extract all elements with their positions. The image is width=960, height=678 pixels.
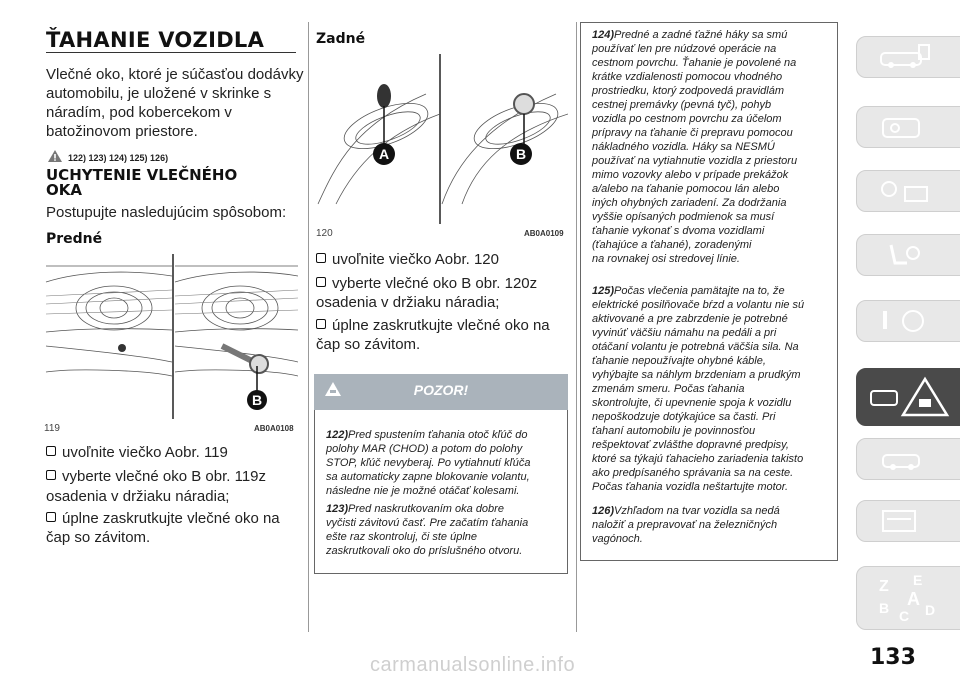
- note-number: 124): [592, 29, 615, 41]
- rear-step-2-cont: osadenia v držiaku náradia;: [316, 294, 500, 311]
- bullet-icon: [46, 512, 56, 522]
- note-number: 123): [326, 503, 349, 515]
- tab-service[interactable]: [856, 438, 960, 480]
- note-text: Vzhľadom na tvar vozidla sa nedá: [614, 505, 780, 517]
- note-line: [592, 284, 832, 298]
- step-text: úplne zaskrutkujte vlečné oko na: [332, 317, 550, 334]
- emergency-icon: [867, 375, 951, 419]
- note-line: rešpektovať zvlášthe dopravné predpisy,: [592, 439, 789, 451]
- bullet-icon: [316, 277, 326, 287]
- intro-references: 122) 123) 124) 125) 126): [68, 153, 169, 163]
- subtitle-line: OKA: [46, 181, 82, 199]
- figure-120: [316, 54, 568, 224]
- car-info-icon: [877, 43, 931, 71]
- note-line: následne nie je možné otáčať kolesami.: [326, 485, 520, 497]
- note-line: aktivované a pre zabrzdenie je potrebné: [592, 313, 788, 325]
- note-text: Počas vlečenia pamätajte na to, že: [614, 285, 785, 297]
- car-service-icon: [877, 445, 931, 473]
- step-text: uvoľnite viečko Aobr. 119: [62, 444, 228, 461]
- note-line: vyhýbajte sa náhlym brzdeniam a prudkým: [592, 369, 801, 381]
- seat-airbag-icon: [877, 241, 931, 269]
- front-step-2: [46, 467, 266, 486]
- note-line: používať na vytiahnutie vozidla z priestoru: [592, 155, 798, 167]
- intro-line: batožinovom priestore.: [46, 123, 198, 140]
- front-step-2-cont: osadenia v držiaku náradia;: [46, 488, 230, 505]
- note-line: na rovnakej osi stredovej línie.: [592, 253, 740, 265]
- key-wheel-icon: [877, 307, 931, 335]
- step-text: vyberte vlečné oko B obr. 120z: [332, 275, 538, 292]
- callout-a: A: [378, 146, 390, 162]
- note-line: Pred naskrutkovaním oka dobre: [348, 503, 504, 515]
- note-line: skontrolujte, či upevnenie spoja k vozidlu: [592, 397, 792, 409]
- subtitle-line: UCHYTENIE VLEČNÉHO: [46, 166, 238, 184]
- note-number: 126): [592, 505, 615, 517]
- warning-title: POZOR!: [413, 382, 469, 398]
- note-124: [592, 28, 832, 266]
- note-line: [592, 28, 832, 42]
- svg-text:A: A: [907, 589, 920, 609]
- note-line: vyššie opísaných podmienok sa musí: [592, 211, 775, 223]
- note-line: naložiť a prepravovať na železničných: [592, 519, 778, 531]
- note-line: vozidla po cestnom povrchu za účelom: [592, 113, 782, 125]
- note-line: mimo vozovky alebo v prípade prekážok: [592, 169, 789, 181]
- note-line: ťahanie nepoužívajte ohybné káble,: [592, 355, 766, 367]
- figure-120-number: 120: [316, 228, 333, 239]
- figure-119: [44, 254, 298, 419]
- figure-119-code: AB0A0108: [254, 424, 294, 433]
- page-number: 133: [870, 645, 916, 670]
- figure-119-number: 119: [44, 423, 60, 434]
- watermark: carmanualsonline.info: [370, 654, 576, 676]
- front-heading: Predné: [46, 231, 103, 247]
- intro-line: náradím, pod kobercekom v: [46, 104, 232, 121]
- svg-text:C: C: [899, 608, 910, 624]
- bullet-icon: [46, 470, 56, 480]
- tab-index[interactable]: [856, 566, 960, 630]
- specs-icon: [877, 507, 931, 535]
- note-line: polohy MAR (CHOD) a potom do polohy: [326, 443, 523, 455]
- note-line: STOP, kľúč nevyberaj. Po vytiahnutí kľúča: [326, 457, 531, 469]
- warning-note-123: [326, 502, 566, 558]
- subtitle: [46, 168, 237, 198]
- column-divider: [576, 22, 577, 632]
- dashboard-icon: [877, 113, 931, 141]
- section-title: ŤAHANIE VOZIDLA: [46, 28, 265, 52]
- note-line: zaskrutkovali oko do príslušného otvoru.: [326, 545, 523, 557]
- svg-text:Z: Z: [879, 578, 889, 595]
- svg-text:D: D: [925, 602, 936, 618]
- front-step-1: [46, 443, 228, 462]
- tab-dashboard[interactable]: [856, 106, 960, 148]
- note-line: iných ohybných zariadení. Za dodržania: [592, 197, 787, 209]
- tab-specs[interactable]: [856, 500, 960, 542]
- note-line: [592, 504, 832, 518]
- note-line: cestnom povrchu. Ťahanie je povolené na: [592, 57, 797, 69]
- note-line: ktoré sa týkajú ťahacieho zariadenia takisto: [592, 453, 804, 465]
- note-number: 122): [326, 429, 349, 441]
- note-line: a/alebo na ťahanie pomocou lán alebo: [592, 183, 780, 195]
- warning-header: [314, 374, 568, 410]
- note-line: prípravy na ťahanie či prepravu pomocou: [592, 127, 793, 139]
- note-line: otáčaní volantu je potrebná väčšia sila. Na: [592, 341, 799, 353]
- rear-step-3-cont: čap so závitom.: [316, 336, 421, 353]
- note-126: [592, 504, 832, 546]
- tab-safety[interactable]: [856, 234, 960, 276]
- bullet-icon: [316, 253, 326, 263]
- callout-b: B: [251, 392, 263, 408]
- figure-120-code: AB0A0109: [524, 229, 564, 238]
- note-line: elektrické posilňovače bŕzd a volantu nie sú: [592, 299, 805, 311]
- note-line: používať len pre núdzové operácie na: [592, 43, 777, 55]
- svg-text:E: E: [913, 572, 923, 588]
- tab-starting[interactable]: [856, 300, 960, 342]
- column-divider: [308, 22, 309, 632]
- note-line: zmenám smeru. Počas ťahania: [592, 383, 745, 395]
- note-line: ťahanie vykonať s dvoma vozidlami: [592, 225, 765, 237]
- step-text: vyberte vlečné oko B obr. 119z: [62, 468, 267, 485]
- note-number: 125): [592, 285, 615, 297]
- warning-note-122: [326, 428, 566, 498]
- note-line: prostriedku, ktorý zodpovedá pravidlám: [592, 85, 784, 97]
- callout-b: B: [515, 146, 527, 162]
- intro-line: Vlečné oko, ktoré je súčasťou dodávky: [46, 66, 304, 83]
- note-line: vyvinúť väčšiu námahu na pedáli a pri: [592, 327, 777, 339]
- intro-line: automobilu, je uložené v skrinke s: [46, 85, 272, 102]
- tab-car-info[interactable]: [856, 36, 960, 78]
- tab-emergency[interactable]: [856, 368, 960, 426]
- note-line: cestnej premávky (pevná tyč), pohyb: [592, 99, 772, 111]
- note-line: ako predpísaného správania sa na ceste.: [592, 467, 794, 479]
- note-line: krátke vzdialenosti pomocou vhodného: [592, 71, 783, 83]
- intro-paragraph: [46, 65, 303, 141]
- note-line: ešte raz skontroluj, či ste úplne: [326, 531, 478, 543]
- svg-text:B: B: [879, 600, 890, 616]
- note-line: Počas ťahania vozidla neštartujte motor.: [592, 481, 789, 493]
- step-text: uvoľnite viečko Aobr. 120: [332, 251, 499, 268]
- front-step-3-cont: čap so závitom.: [46, 529, 151, 546]
- note-line: vagónoch.: [592, 533, 643, 545]
- bullet-icon: [46, 446, 56, 456]
- note-line: ťahaní automobilu je povinnosťou: [592, 425, 756, 437]
- note-line: nepoškodzuje dotýkajúce sa časti. Pri: [592, 411, 776, 423]
- title-rule: [46, 52, 296, 53]
- front-step-3: [46, 509, 280, 528]
- note-text: Predné a zadné ťažné háky sa smú: [614, 29, 788, 41]
- index-icon: [875, 571, 945, 625]
- tab-lights[interactable]: [856, 170, 960, 212]
- rear-step-1: [316, 250, 499, 269]
- rear-step-2: [316, 274, 537, 293]
- rear-step-3: [316, 316, 550, 335]
- note-line: nákladného vozidla. Háky sa NESMÚ: [592, 141, 775, 153]
- rear-heading: Zadné: [316, 31, 366, 47]
- lights-mail-icon: [877, 177, 931, 205]
- bullet-icon: [316, 319, 326, 329]
- note-line: Pred spustením ťahania otoč kľúč do: [348, 429, 528, 441]
- note-line: sa automaticky zapne blokovanie volantu,: [326, 471, 530, 483]
- note-line: (ťahajúce a ťahané), zoradenými: [592, 239, 752, 251]
- procedure-text: Postupujte nasledujúcim spôsobom:: [46, 204, 287, 221]
- warning-triangle-icon: [47, 149, 63, 163]
- note-line: vyčisti závitovú časť. Pre začatím ťahania: [326, 517, 529, 529]
- note-125: [592, 284, 832, 494]
- step-text: úplne zaskrutkujte vlečné oko na: [62, 510, 280, 527]
